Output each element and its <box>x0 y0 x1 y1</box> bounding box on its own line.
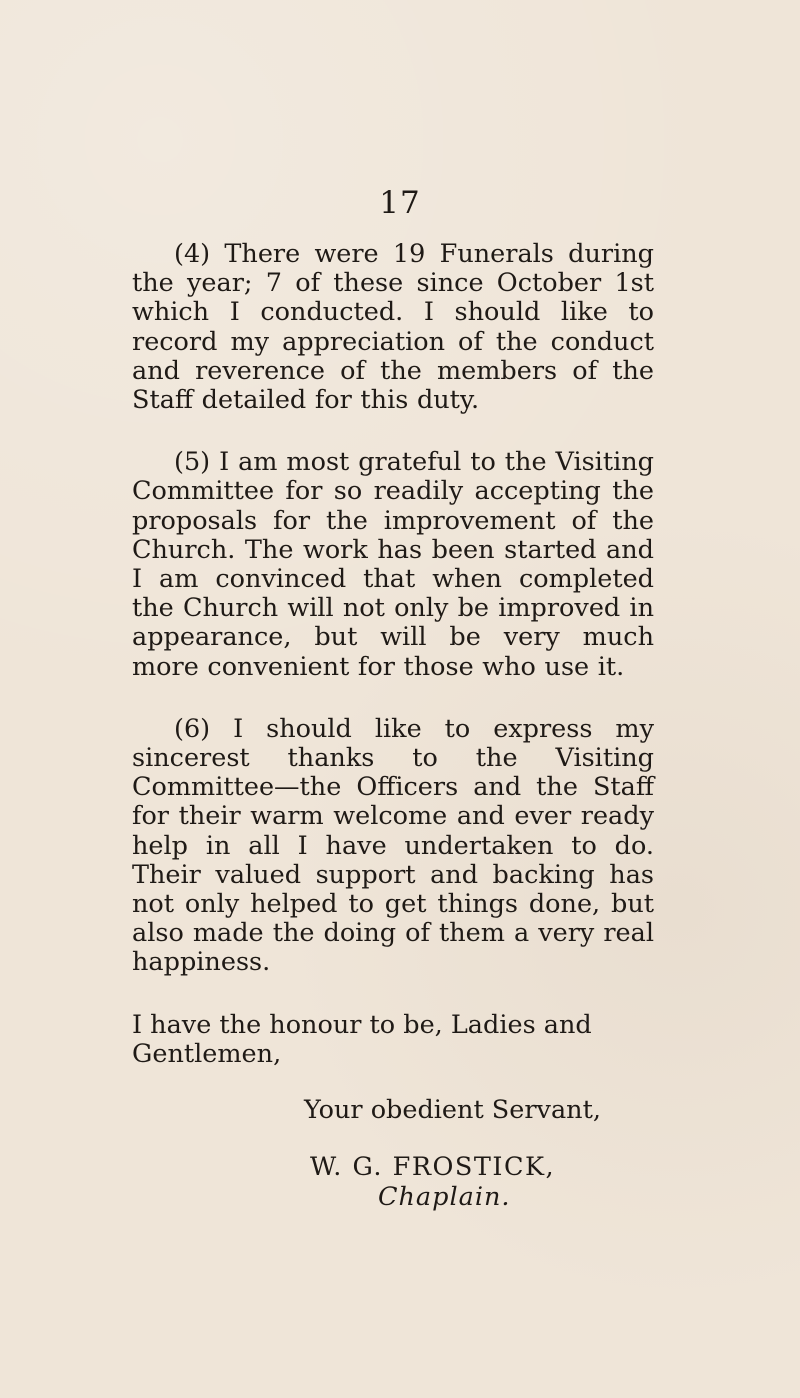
report-text <box>132 240 654 1213</box>
paragraph-5: (5) I am most grateful to the Visiting Committee for so readily accepting the proposals for the improvement of the Church. The work has been started and I am convinced that when completed the Church will not only be improved in appearance, but will be very much more convenient for those who use it. <box>132 447 654 682</box>
page-number: 17 <box>379 185 421 221</box>
paragraph-4: (4) There were 19 Funerals during the year; 7 of these since October 1st which I conducted. I should like to record my appreciation of the conduct and reverence of the members of the Staff detailed for this duty. <box>132 239 654 416</box>
signature-name: W. G. FROSTICK, <box>310 1152 556 1183</box>
servant-line: Your obedient Servant, <box>304 1095 601 1126</box>
closing-line: I have the honour to be, Ladies and Gentlemen, <box>132 1009 592 1069</box>
paragraph-6: (6) I should like to express my sincerest thanks to the Visiting Committee—the Officers and the Staff for their warm welcome and ever ready help in all I have undertaken to do. Their valued support and backing has not only helped to get things done, but also made the doing of them a very real happiness. <box>132 713 654 978</box>
signature-title: Chaplain. <box>378 1182 511 1213</box>
